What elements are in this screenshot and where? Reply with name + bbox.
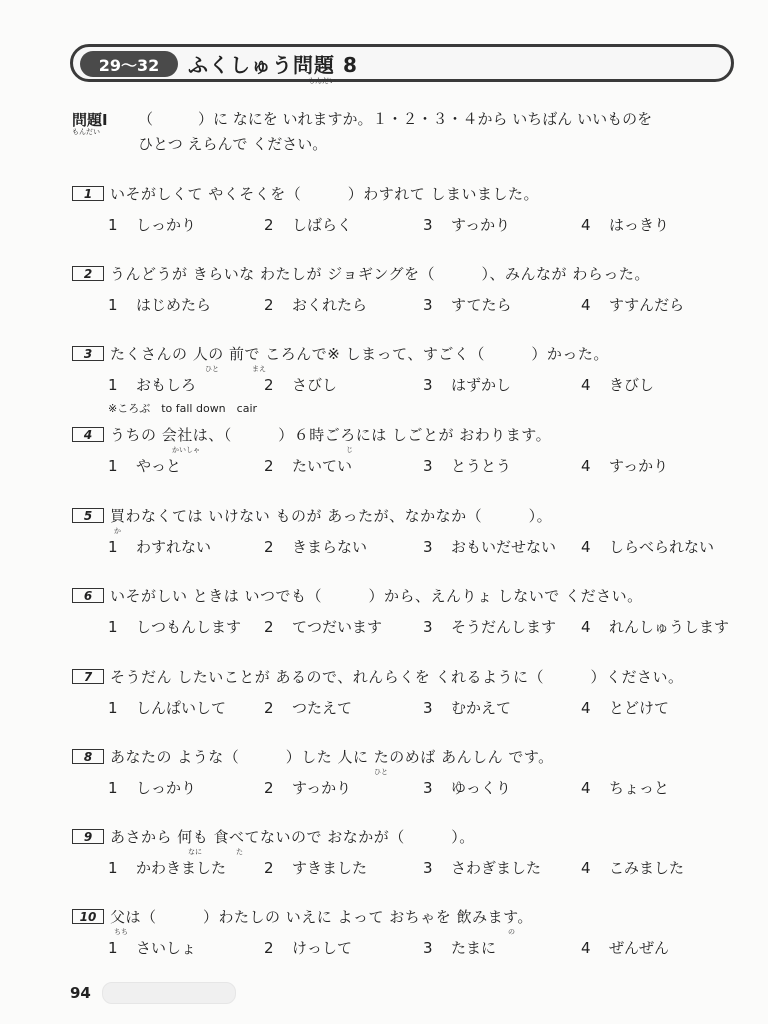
option-text: すっかり [451,216,511,234]
option-text: しんぱいして [136,699,227,717]
option-text: たまに [451,939,497,957]
option-number: 4 [581,216,591,234]
furigana: ひと [374,768,388,776]
option-4[interactable] [581,697,669,718]
furigana: じ [346,446,353,454]
question-number: 10 [72,909,104,924]
option-number: 3 [423,376,433,394]
option-1[interactable] [108,937,196,958]
option-number: 4 [581,779,591,797]
option-number: 2 [264,618,274,636]
option-number: 4 [581,939,591,957]
option-number: 3 [423,939,433,957]
option-text: とどけて [609,699,670,717]
option-number: 3 [423,859,433,877]
option-text: ぜんぜん [609,939,670,957]
option-2[interactable] [264,857,367,878]
furigana: の [508,928,515,936]
option-number: 2 [264,216,274,234]
option-2[interactable] [264,374,337,395]
option-1[interactable] [108,697,226,718]
option-number: 1 [108,457,118,475]
option-text: はじめたら [136,296,212,314]
option-text: はずかし [451,376,512,394]
option-4[interactable] [581,857,684,878]
option-3[interactable] [423,294,511,315]
question-text: あなたの ような（ ）した 人に たのめば あんしん です。 [110,748,554,766]
option-text: たいてい [292,457,353,475]
option-number: 4 [581,699,591,717]
option-text: さわぎました [451,859,542,877]
option-3[interactable] [423,937,496,958]
option-1[interactable] [108,616,241,637]
lesson-range-badge: 29～32 [80,51,178,77]
option-number: 4 [581,296,591,314]
option-2[interactable] [264,697,352,718]
question-number: 8 [72,749,104,764]
furigana: かいしゃ [172,446,200,454]
option-text: すすんだら [609,296,685,314]
option-number: 1 [108,376,118,394]
option-1[interactable] [108,777,196,798]
option-number: 3 [423,538,433,556]
option-4[interactable] [581,937,669,958]
option-4[interactable] [581,214,669,235]
option-number: 1 [108,939,118,957]
page-title: ふくしゅう問題 8 [188,53,358,77]
option-2[interactable] [264,455,352,476]
question-text: いそがしくて やくそくを（ ）わすれて しまいました。 [110,185,540,203]
question-text: たくさんの 人の 前で ころんで※ しまって、すごく（ ）かった。 [110,345,609,363]
furigana: た [236,848,243,856]
option-1[interactable] [108,294,211,315]
option-3[interactable] [423,214,510,235]
question-number: 1 [72,186,104,201]
section-label: 問題Ⅰ [72,111,108,129]
vocab-note: ※ころぶ to fall down cair [108,402,258,415]
option-number: 1 [108,216,118,234]
option-text: きびし [609,376,655,394]
option-text: はっきり [609,216,670,234]
option-text: おもしろ [136,376,197,394]
question-text: 父は（ ）わたしの いえに よって おちゃを 飲みます。 [110,908,533,926]
question-text: 買わなくては いけない ものが あったが、なかなか（ ）。 [110,507,553,525]
question-number: 3 [72,346,104,361]
option-number: 3 [423,296,433,314]
option-text: そうだんします [451,618,557,636]
option-4[interactable] [581,777,669,798]
section-label-ruby: もんだい [72,128,100,136]
question-number: 7 [72,669,104,684]
option-text: かわきました [136,859,227,877]
option-number: 2 [264,538,274,556]
option-3[interactable] [423,697,511,718]
option-3[interactable] [423,616,556,637]
footer-decoration [102,982,236,1004]
option-text: れんしゅうします [609,618,730,636]
option-3[interactable] [423,374,511,395]
option-2[interactable] [264,214,352,235]
option-number: 2 [264,859,274,877]
option-number: 4 [581,538,591,556]
option-3[interactable] [423,777,511,798]
option-text: おくれたら [292,296,368,314]
option-3[interactable] [423,455,511,476]
option-text: むかえて [451,699,512,717]
option-4[interactable] [581,455,668,476]
option-text: すてたら [451,296,512,314]
option-number: 3 [423,779,433,797]
question-text: うちの 会社は、（ ）６時ごろには しごとが おわります。 [110,426,552,444]
option-4[interactable] [581,294,684,315]
option-text: さいしょ [136,939,197,957]
page-number: 94 [70,984,91,1002]
option-number: 2 [264,699,274,717]
section-instruction-line2: ひとつ えらんで ください。 [138,135,328,153]
option-2[interactable] [264,937,352,958]
option-number: 2 [264,779,274,797]
option-text: けっして [292,939,353,957]
option-text: しっかり [136,216,197,234]
option-text: とうとう [451,457,512,475]
option-1[interactable] [108,536,211,557]
option-1[interactable] [108,455,181,476]
option-number: 3 [423,618,433,636]
option-text: すっかり [292,779,352,797]
title-ruby: もんだい [308,77,336,85]
option-number: 1 [108,618,118,636]
option-text: しばらく [292,216,353,234]
option-number: 1 [108,779,118,797]
option-1[interactable] [108,214,196,235]
option-text: しつもんします [136,618,242,636]
option-2[interactable] [264,616,382,637]
option-text: わすれない [136,538,212,556]
furigana: なに [188,848,202,856]
question-text: うんどうが きらいな わたしが ジョギングを（ ）、みんなが わらった。 [110,265,650,283]
option-2[interactable] [264,536,367,557]
option-text: やっと [136,457,182,475]
question-text: いそがしい ときは いつでも（ ）から、えんりょ しないで ください。 [110,587,643,605]
furigana: まえ [252,365,266,373]
option-number: 4 [581,618,591,636]
question-number: 4 [72,427,104,442]
question-text: そうだん したいことが あるので、れんらくを くれるように（ ）ください。 [110,668,684,686]
option-text: きまらない [292,538,368,556]
option-number: 1 [108,699,118,717]
option-4[interactable] [581,536,714,557]
option-text: すっかり [609,457,669,475]
question-number: 2 [72,266,104,281]
option-4[interactable] [581,616,729,637]
option-4[interactable] [581,374,654,395]
option-number: 1 [108,859,118,877]
option-1[interactable] [108,857,226,878]
option-number: 3 [423,216,433,234]
option-text: つたえて [292,699,353,717]
option-number: 4 [581,859,591,877]
option-text: しらべられない [609,538,715,556]
option-text: さびし [292,376,338,394]
option-number: 4 [581,376,591,394]
option-number: 3 [423,699,433,717]
question-number: 6 [72,588,104,603]
option-text: ちょっと [609,779,670,797]
option-text: てつだいます [292,618,383,636]
option-text: こみました [609,859,685,877]
option-number: 2 [264,376,274,394]
option-text: ゆっくり [451,779,511,797]
furigana: か [114,527,121,535]
option-2[interactable] [264,777,351,798]
option-text: しっかり [136,779,197,797]
option-number: 1 [108,296,118,314]
question-text: あさから 何も 食べてないので おなかが（ ）。 [110,828,475,846]
option-number: 3 [423,457,433,475]
option-text: すきました [292,859,368,877]
section-instruction-line1: （ ）に なにを いれますか。１・２・３・４から いちばん いいものを [138,110,653,128]
option-2[interactable] [264,294,367,315]
option-number: 1 [108,538,118,556]
furigana: ちち [114,928,128,936]
question-number: 9 [72,829,104,844]
option-number: 2 [264,457,274,475]
furigana: ひと [205,365,219,373]
option-1[interactable] [108,374,196,395]
option-3[interactable] [423,857,541,878]
option-number: 2 [264,939,274,957]
option-number: 4 [581,457,591,475]
option-number: 2 [264,296,274,314]
option-text: おもいだせない [451,538,557,556]
option-3[interactable] [423,536,556,557]
question-number: 5 [72,508,104,523]
